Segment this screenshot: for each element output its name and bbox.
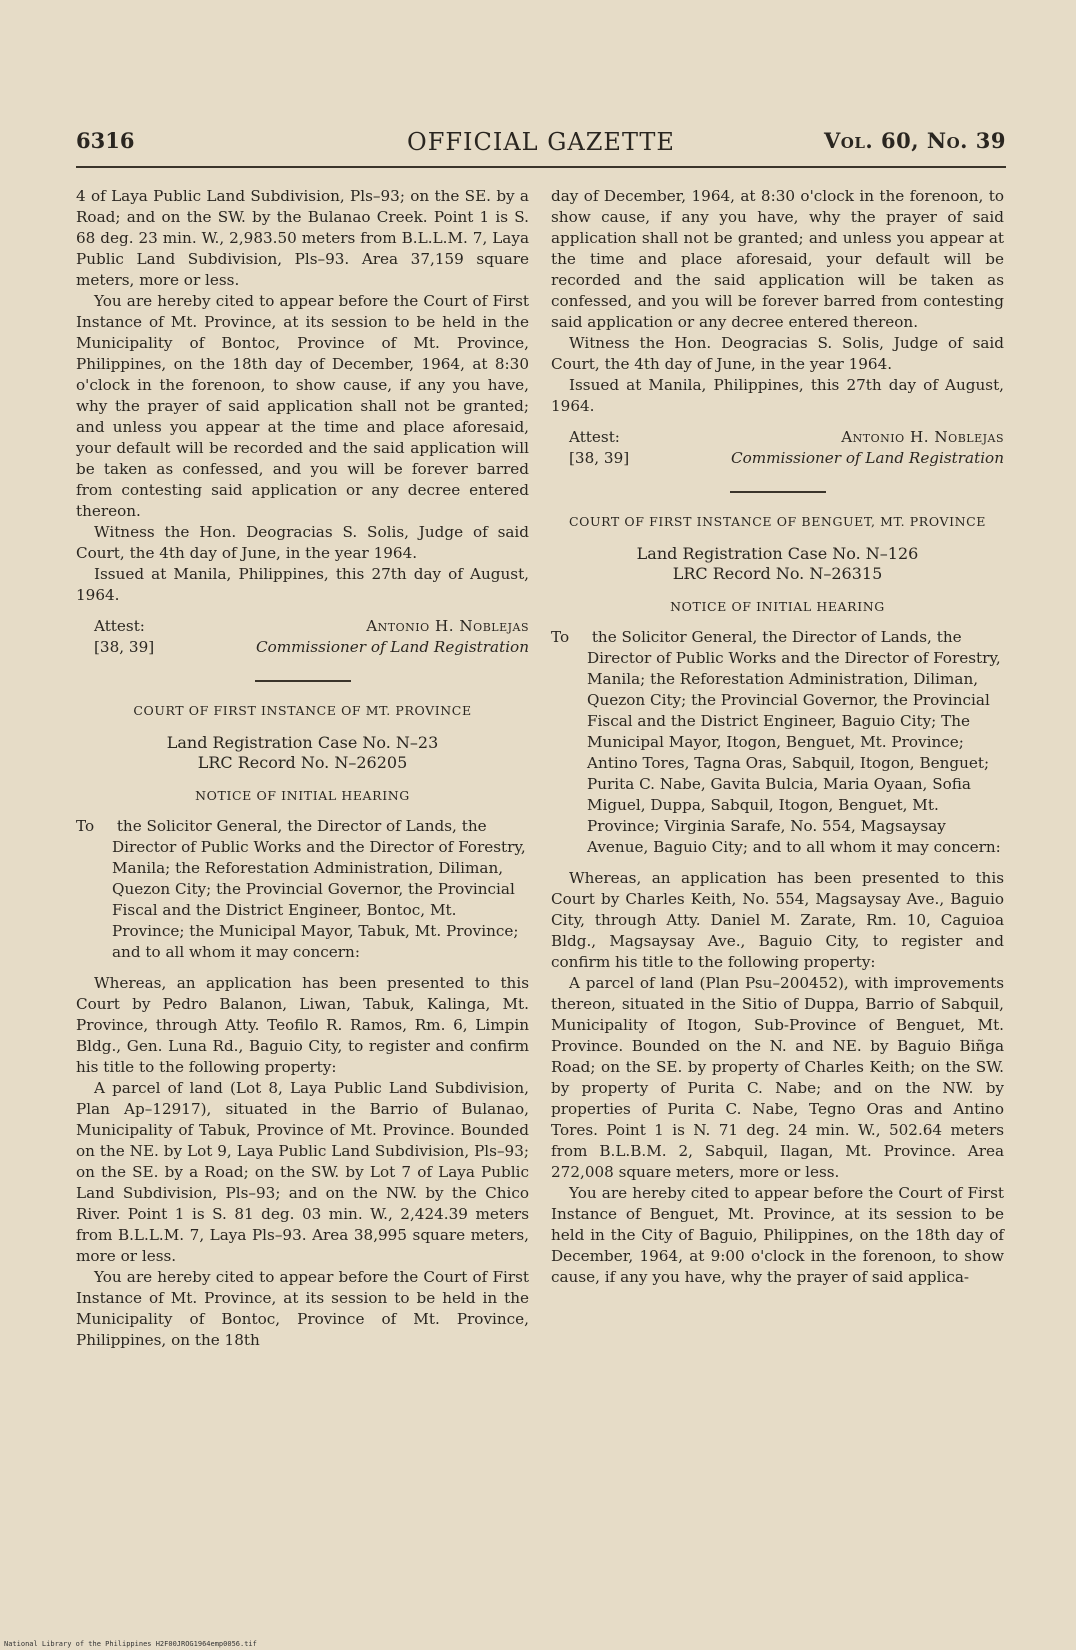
addressee-text: the Solicitor General, the Director of Lands, the Director of Public Works and the Director of Forestry, Manila; the Reforestation Administration, Diliman, Quezon City; the Provincial Governor, the Provincial Fiscal and the District Engineer, Baguio City; The Municipal Mayor, Itogon, Benguet, Mt. Province; Antino Tores, Tagna Oras, Sabquil, Itogon, Benguet; Purita C. Nabe, Gavita Bulcia, Maria Oyaan, Sofia Miguel, Duppa, Sabquil, Itogon, Benguet, Mt. Province; Virginia Sarafe, No. 554, Magsaysay Avenue, Baguio City; and to all whom it may concern: [587,628,1001,856]
attestation-block [551,427,1004,469]
continued-paragraph: 4 of Laya Public Land Subdivision, Pls–93; on the SE. by a Road; and on the SW. by the Bulanao Creek. Point 1 is S. 68 deg. 23 min. W., 2,983.50 meters from B.L.L.M. 7, Laya Public Land Subdivision, Pls–93. Area 37,159 square meters, more or less. [76,187,529,289]
notice-heading: NOTICE OF INITIAL HEARING [670,599,885,614]
citation-paragraph: You are hereby cited to appear before the Court of First Instance of Mt. Province, at its session to be held in the Municipality of Bontoc, Province of Mt. Province, Philippines, on the 18th day of December, 1964, at 8:30 o'clock in the forenoon, to show cause, if any you have, why the prayer of said application shall not be granted; and unless you appear at the time and place aforesaid, your default will be recorded and the said application will be taken as confessed, and you will be forever barred from contesting said application or any decree entered thereon. [76,292,529,520]
case-number: Land Registration Case No. N–23 [166,733,439,752]
record-number: LRC Record No. N–26205 [197,753,408,772]
citation-paragraph-partial: You are hereby cited to appear before the Court of First Instance of Benguet, Mt. Province, at its session to be held in the City of Baguio, Philippines, on the 18th day of December, 1964, at 9:00 o'clock in the forenoon, to show cause, if any you have, why the prayer of said applica- [551,1184,1004,1286]
witness-paragraph: Witness the Hon. Deogracias S. Solis, Judge of said Court, the 4th day of June, in the year 1964. [76,523,529,562]
volume-issue: Vol. 60, No. 39 [824,128,1006,153]
attest-name: Antonio H. Noblejas [841,428,1004,446]
page-number: 6316 [76,128,135,153]
whereas-paragraph: Whereas, an application has been presented to this Court by Pedro Balanon, Liwan, Tabuk, Kalinga, Mt. Province, through Atty. Teofilo R. Ramos, Rm. 6, Limpin Bldg., Gen. Luna Rd., Baguio City, to register and confirm his title to the following property: [76,974,529,1076]
to-word: To [551,628,570,646]
addressee-block [551,627,1004,858]
addressee-text: the Solicitor General, the Director of Lands, the Director of Public Works and the Director of Forestry, Manila; the Reforestation Administration, Diliman, Quezon City; the Provincial Governor, the Provincial Fiscal and the District Engineer, Bontoc, Mt. Province; the Municipal Mayor, Tabuk, Mt. Province; and to all whom it may concern: [112,817,526,961]
record-number: LRC Record No. N–26315 [672,564,883,583]
reference-number: [38, 39] [569,449,630,467]
whereas-paragraph: Whereas, an application has been presented to this Court by Charles Keith, No. 554, Magsaysay Ave., Baguio City, through Atty. Daniel M. Zarate, Rm. 10, Caguioa Bldg., Magsaysay Ave., Baguio City, to register and confirm his title to the following property: [551,869,1004,971]
issued-paragraph: Issued at Manila, Philippines, this 27th day of August, 1964. [76,565,529,604]
attest-label: Attest: [569,428,620,446]
left-column [76,186,529,1351]
section-divider [255,680,351,682]
attest-title: Commissioner of Land Registration [730,449,1004,467]
page-header [76,128,1006,164]
right-column [551,186,1004,1288]
parcel-description: A parcel of land (Plan Psu–200452), with improvements thereon, situated in the Sitio of Duppa, Barrio of Sabquil, Municipality of Itogon, Sub-Province of Benguet, Mt. Province. Bounded on the N. and NE. by Baguio Biñga Road; on the SE. by property of Charles Keith; on the SW. by property of Purita C. Nabe; and on the NW. by properties of Purita C. Nabe, Tegno Oras and Antino Tores. Point 1 is N. 71 deg. 24 min. W., 502.64 meters from B.L.B.M. 2, Sabquil, Ilagan, Mt. Province. Area 272,008 square meters, more or less. [551,974,1004,1181]
attest-name: Antonio H. Noblejas [366,617,529,635]
continued-paragraph: day of December, 1964, at 8:30 o'clock in the forenoon, to show cause, if any you have, why the prayer of said application shall not be granted; and unless you appear at the time and place aforesaid, your default will be recorded and the said application will be taken as confessed, and you will be forever barred from contesting said application or any decree entered thereon. [551,187,1004,331]
reference-number: [38, 39] [94,638,155,656]
publication-title: OFFICIAL GAZETTE [407,128,675,156]
attestation-block [76,616,529,658]
attest-label: Attest: [94,617,145,635]
to-word: To [76,817,95,835]
court-heading: COURT OF FIRST INSTANCE OF MT. PROVINCE [133,703,472,718]
notice-heading: NOTICE OF INITIAL HEARING [195,788,410,803]
attest-title: Commissioner of Land Registration [255,638,529,656]
court-heading: COURT OF FIRST INSTANCE OF BENGUET, MT. PROVINCE [568,514,987,529]
scan-footer-note: National Library of the Philippines H2F00JROG1964emp0056.tif [4,1640,257,1648]
section-divider [730,491,826,493]
issued-paragraph: Issued at Manila, Philippines, this 27th day of August, 1964. [551,376,1004,415]
case-number: Land Registration Case No. N–126 [636,544,919,563]
header-rule [76,166,1006,168]
citation-paragraph-partial: You are hereby cited to appear before the Court of First Instance of Mt. Province, at its session to be held in the Municipality of Bontoc, Province of Mt. Province, Philippines, on the 18th [76,1268,529,1349]
addressee-block [76,816,529,963]
parcel-description: A parcel of land (Lot 8, Laya Public Land Subdivision, Plan Ap–12917), situated in the Barrio of Bulanao, Municipality of Tabuk, Province of Mt. Province. Bounded on the NE. by Lot 9, Laya Public Land Subdivision, Pls–93; on the SE. by a Road; on the SW. by Lot 7 of Laya Public Land Subdivision, Pls–93; and on the NW. by the Chico River. Point 1 is S. 81 deg. 03 min. W., 2,424.39 meters from B.L.L.M. 7, Laya Pls–93. Area 38,995 square meters, more or less. [76,1079,529,1265]
witness-paragraph: Witness the Hon. Deogracias S. Solis, Judge of said Court, the 4th day of June, in the year 1964. [551,334,1004,373]
